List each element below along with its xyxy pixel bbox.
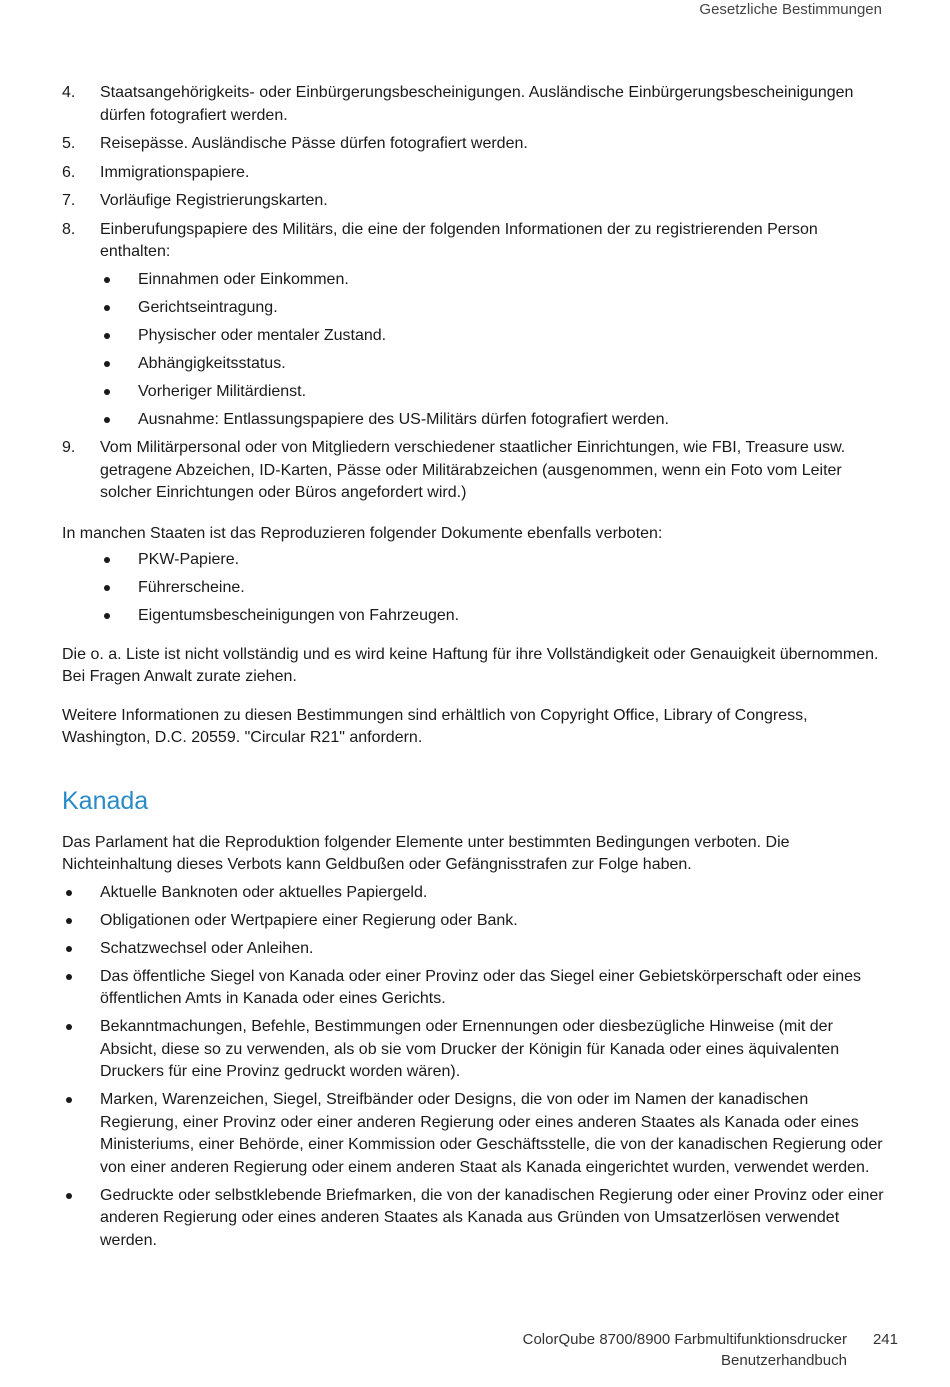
states-bullet-list <box>100 549 888 628</box>
bullet-item: Marken, Warenzeichen, Siegel, Streifbänder oder Designs, die von oder im Namen der kanadischen Regierung, einer Provinz oder einer anderen Regierung oder eines anderen Staates als Kanada oder eines Ministeriums, einer Behörde, einer Kommission oder Geschäftsstelle, die von der kanadischen Regierung oder von einer anderen Regierung oder einem anderen Staat als Kanada eingerichtet wurden, verwendet werden. <box>62 1089 888 1179</box>
sub-bullet-list <box>100 269 888 432</box>
item-number: 8. <box>62 220 76 238</box>
canada-intro: Das Parlament hat die Reproduktion folgender Elemente unter bestimmten Bedingungen verboten. Die Nichteinhaltung dieses Verbots kann Geldbußen oder Gefängnisstrafen zur Folge haben. <box>62 833 790 873</box>
item-text: Vom Militärpersonal oder von Mitgliedern verschiedener staatlicher Einrichtungen, wie FBI, Treasure usw. getragene Abzeichen, ID-Karten, Pässe oder Militärabzeichen (ausgenommen, wenn ein Foto vom Leiter solcher Einrichtungen oder Büros angefordert wird.) <box>100 439 846 501</box>
page-body <box>62 82 888 1258</box>
bullet-item: Obligationen oder Wertpapiere einer Regierung oder Bank. <box>62 910 888 933</box>
list-item <box>62 190 888 213</box>
list-item <box>62 133 888 156</box>
footer-product: ColorQube 8700/8900 Farbmultifunktionsdrucker <box>522 1331 847 1348</box>
bullet-item: Physischer oder mentaler Zustand. <box>100 325 888 348</box>
bullet-item: Schatzwechsel oder Anleihen. <box>62 938 888 961</box>
item-text: Staatsangehörigkeits- oder Einbürgerungsbescheinigungen. Ausländische Einbürgerungsbescheinigungen dürfen fotografiert werden. <box>100 84 854 124</box>
bullet-item: Gerichtseintragung. <box>100 297 888 320</box>
footer-titles <box>523 1329 847 1371</box>
item-text: Vorläufige Registrierungskarten. <box>100 192 328 209</box>
list-item <box>62 437 888 505</box>
page-number: 241 <box>872 1331 898 1348</box>
list-item <box>62 82 888 127</box>
numbered-list <box>62 82 888 505</box>
item-text: Immigrationspapiere. <box>100 163 250 181</box>
disclaimer-paragraph: Die o. a. Liste ist nicht vollständig und es wird keine Haftung für ihre Vollständigkeit oder Genauigkeit übernommen. Bei Fragen Anwalt zurate ziehen. <box>62 645 879 685</box>
item-number: 5. <box>62 135 76 152</box>
bullet-item: Vorheriger Militärdienst. <box>100 381 888 404</box>
bullet-item: Bekanntmachungen, Befehle, Bestimmungen oder Ernennungen oder diesbezügliche Hinweise (mit der Absicht, diese so zu verwenden, als ob sie vom Drucker der Königin für Kanada oder eines äquivalenten Druckers für eine Provinz gedruckt worden wären). <box>62 1016 888 1084</box>
item-number: 9. <box>62 439 76 456</box>
bullet-item: Das öffentliche Siegel von Kanada oder einer Provinz oder das Siegel einer Gebietskörperschaft oder eines öffentlichen Amts in Kanada oder eines Gerichts. <box>62 966 888 1011</box>
bullet-item: Eigentumsbescheinigungen von Fahrzeugen. <box>100 605 888 628</box>
section-heading-canada: Kanada <box>62 786 149 815</box>
bullet-item: Gedruckte oder selbstklebende Briefmarken, die von der kanadischen Regierung oder einer Provinz oder einer anderen Regierung oder eines anderen Staates als Kanada aus Gründen von Umsatzerlösen verwendet werden. <box>62 1185 888 1253</box>
item-number: 7. <box>62 192 76 209</box>
running-header: Gesetzliche Bestimmungen <box>699 1 882 18</box>
list-item <box>62 162 888 185</box>
bullet-item: Führerscheine. <box>100 577 888 600</box>
bullet-item: Einnahmen oder Einkommen. <box>100 269 888 292</box>
item-number: 6. <box>62 163 76 181</box>
bullet-item: Abhängigkeitsstatus. <box>100 353 888 376</box>
bullet-item: Aktuelle Banknoten oder aktuelles Papiergeld. <box>62 882 888 905</box>
canada-bullet-list <box>62 882 888 1253</box>
list-item <box>62 219 888 432</box>
page-footer <box>523 1329 898 1371</box>
bullet-item: PKW-Papiere. <box>100 549 888 572</box>
states-intro: In manchen Staaten ist das Reproduzieren folgender Dokumente ebenfalls verboten: <box>62 524 663 542</box>
footer-manual: Benutzerhandbuch <box>721 1352 847 1369</box>
more-info-paragraph: Weitere Informationen zu diesen Bestimmungen sind erhältlich von Copyright Office, Library of Congress, Washington, D.C. 20559. "Circular R21" anfordern. <box>62 706 808 746</box>
bullet-item: Ausnahme: Entlassungspapiere des US-Militärs dürfen fotografiert werden. <box>100 409 888 432</box>
item-number: 4. <box>62 84 76 101</box>
item-text: Reisepässe. Ausländische Pässe dürfen fotografiert werden. <box>100 135 528 152</box>
item-text: Einberufungspapiere des Militärs, die eine der folgenden Informationen der zu registrierenden Person enthalten: <box>100 220 818 260</box>
